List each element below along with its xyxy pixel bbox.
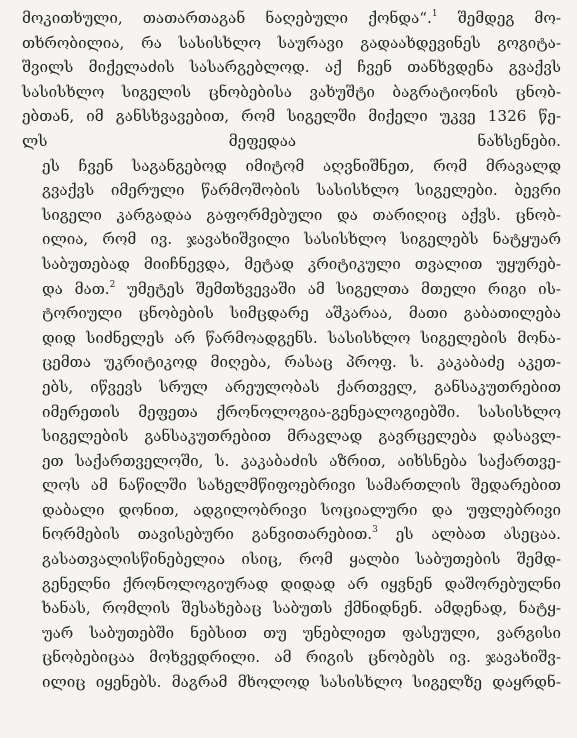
text-line: [22, 645, 561, 670]
text-line: [22, 621, 561, 646]
text-segment: მოკითხული, თათართაგან ნაღებული ქონდა“.: [22, 9, 432, 27]
text-segment: დაბალი დონით, ადგილობრივი სოციალური და უფლებრივი: [42, 500, 561, 519]
text-line: [22, 277, 561, 302]
text-segment: სასისხლო სიგელის ცნობებისა ვახუშტი ბაგრატიონის ცნობ-: [22, 82, 561, 101]
text-segment: ხანას, რომლის შესახებაც საბუთს ქმნიდნენ. ამდენად, ნატყ-: [42, 599, 561, 618]
text-segment: ებთან, იმ განსხვავებით, რომ სიგელში მიქელი უკვე 1326 წე-: [22, 107, 561, 126]
text-line: [22, 80, 561, 105]
text-segment: უმეტეს შემთხვევაში ამ სიგელთა მთელი რიგი ის-: [115, 279, 561, 298]
footnote-marker: 2: [109, 279, 116, 290]
text-segment: ლოს ამ ნაწილში სახელმწიფოებრივი სამართლის შედარებით: [42, 476, 561, 495]
text-segment: ეს ჩვენ საგანგებოდ იმიტომ აღვნიშნეთ, რომ მრავალდ: [42, 156, 561, 175]
text-segment: ილია, რომ ივ. ჯავახიშვილი სასისხლო სიგელებს ნატყუარ: [42, 230, 561, 249]
text-segment: ლს მეფედაა ნახსენები.: [22, 131, 561, 150]
text-line: [22, 104, 561, 129]
text-line: [22, 400, 561, 425]
text-segment: შემდეგ მო-: [437, 9, 561, 27]
paragraph: [22, 154, 561, 695]
text-line: [22, 6, 561, 31]
text-line: [22, 522, 561, 547]
text-line: [22, 301, 561, 326]
text-segment: იმერეთის მეფეთა ქრონოლოგია-გენეალოგიებში. სასისხლო: [42, 402, 561, 421]
text-line: [22, 55, 561, 80]
text-line: [22, 350, 561, 375]
text-segment: ილიც იყენებს. მაგრამ მხოლოდ სასისხლო სიგელზე დაყრდნ-: [42, 673, 561, 692]
text-segment: დიდ სიძნელეს არ წარმოადგენს. სასისხლო სიგელების მონა-: [42, 328, 561, 347]
text-line: [22, 375, 561, 400]
text-line: [22, 326, 561, 351]
text-line: [22, 154, 561, 179]
text-segment: საბუთებად მიიჩნევდა, მეტად კრიტიკული თვალით უყურებ-: [42, 254, 561, 273]
text-segment: უარ საბუთებში ნებსით თუ უნებლიეთ ფასეული, ვარგისი: [42, 623, 561, 642]
text-line: [22, 572, 561, 597]
text-line: [22, 596, 561, 621]
text-line: [22, 178, 561, 203]
text-segment: ეს ალბათ ასეცაა.: [377, 525, 561, 544]
text-line: [22, 424, 561, 449]
text-segment: სიგელი კარგადაა გაფორმებული და თარიღიც აქვს. ცნობ-: [42, 205, 561, 224]
text-segment: გასათვალისწინებელია ისიც, რომ ყალბი საბუთების შემდ-: [42, 550, 561, 569]
text-line: [22, 227, 561, 252]
text-segment: გენელნი ქრონოლოგიურად დიდად არ იყვნენ დაშორებულნი: [42, 574, 561, 593]
text-segment: ცემთა უკრიტიკოდ მიღება, რასაც პროფ. ს. კაკაბაძე აკეთ-: [42, 353, 561, 372]
text-segment: ნორმების თავისებური განვითარებით.: [42, 525, 373, 544]
text-line: [22, 129, 561, 154]
text-line: [22, 449, 561, 474]
text-line: [22, 670, 561, 695]
text-segment: შვილს მიქელაძის სასარგებლოდ. აქ ჩვენ თანხვდენა გვაქვს: [22, 58, 561, 77]
text-line: [22, 473, 561, 498]
text-line: [22, 203, 561, 228]
text-segment: სიგელების განსაკუთრებით მრავლად გავრცელება დასავლ-: [42, 427, 561, 446]
text-segment: ტორიული ცნობების სიმცდარე აშკარაა, მათი გაბათილება: [42, 304, 561, 323]
footnote-marker: 3: [372, 525, 378, 536]
text-segment: და მათ.: [42, 279, 110, 298]
text-line: [22, 547, 561, 572]
paragraph: [22, 6, 561, 154]
text-line: [22, 498, 561, 523]
text-segment: ებს, იწვევს სრულ არეულობას ქართველ, განსაკუთრებით: [42, 377, 561, 396]
text-line: [22, 31, 561, 56]
text-segment: ცნობებიცაა მოხვედრილი. ამ რიგის ცნობებს ივ. ჯავახიშვ-: [42, 648, 561, 667]
text-segment: ეთ საქართველოში, ს. კაკაბაძის აზრით, აიხსნება საქართვე-: [42, 451, 561, 470]
text-segment: თხრობილია, რა სასისხლო საურავი გადაახდევინეს გოგიტა-: [22, 33, 561, 52]
text-line: [22, 252, 561, 277]
footnote-marker: 1: [431, 9, 438, 19]
text-segment: გვაქვს იმერული წარმოშობის სასისხლო სიგელები. ბევრი: [42, 181, 561, 200]
